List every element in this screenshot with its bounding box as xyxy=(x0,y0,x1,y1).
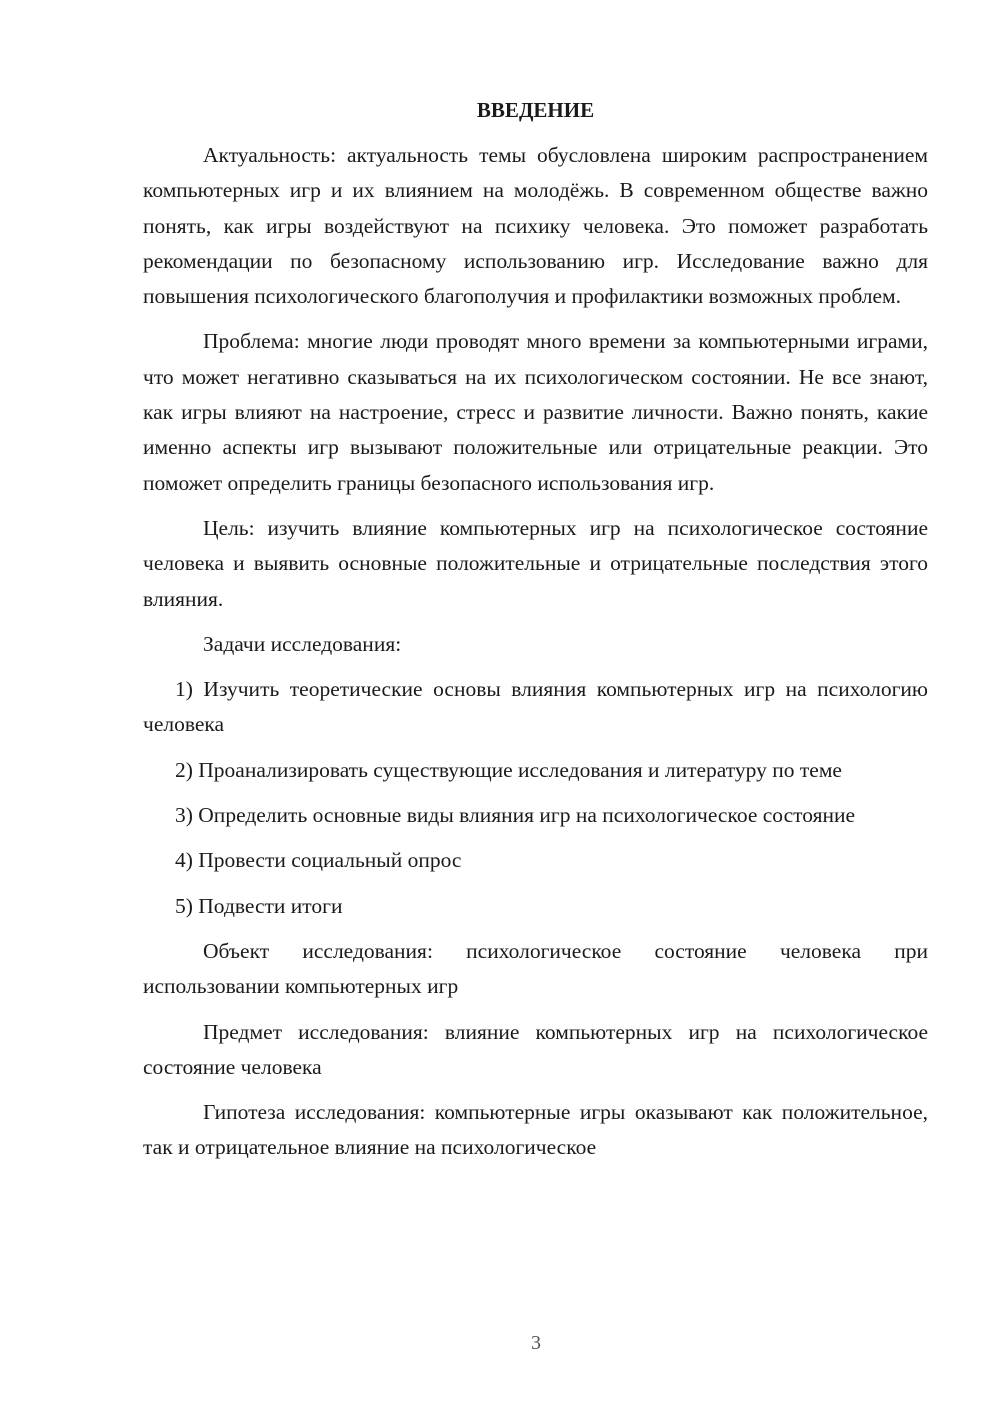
paragraph-relevance: Актуальность: актуальность темы обусловлена широким распространением компьютерных игр и их влиянием на молодёжь. В современном обществе важно понять, как игры воздействуют на психику человека. Это поможет разработать рекомендации по безопасному использованию игр. Исследование важно для повышения психологического благополучия и профилактики возможных проблем. xyxy=(143,143,928,309)
page-number: 3 xyxy=(531,1332,541,1354)
task-item-3: 3) Определить основные виды влияния игр на психологическое состояние xyxy=(175,803,856,828)
task-item-5: 5) Подвести итоги xyxy=(175,893,343,918)
paragraph-subject: Предмет исследования: влияние компьютерных игр на психологическое состояние человека xyxy=(143,1019,928,1079)
paragraph-problem: Проблема: многие люди проводят много времени за компьютерными играми, что может негативно сказываться на их психологическом состоянии. Не все знают, как игры влияют на настроение, стресс и развитие личности. Важно понять, какие именно аспекты игр вызывают положительные или отрицательные реакции. Это поможет определить границы безопасного использования игр. xyxy=(143,329,928,495)
task-item-1: 1) Изучить теоретические основы влияния компьютерных игр на психологию человека xyxy=(143,677,928,737)
task-item-4: 4) Провести социальный опрос xyxy=(175,848,462,873)
paragraph-object: Объект исследования: психологическое состояние человека при использовании компьютерных игр xyxy=(143,938,928,999)
paragraph-goal: Цель: изучить влияние компьютерных игр на психологическое состояние человека и выявить основные положительные и отрицательные последствия этого влияния. xyxy=(143,515,928,611)
page-content xyxy=(143,92,928,1176)
task-item-2: 2) Проанализировать существующие исследования и литературу по теме xyxy=(175,757,842,782)
paragraph-hypothesis: Гипотеза исследования: компьютерные игры оказывают как положительное, так и отрицательное влияние на психологическое xyxy=(143,1100,928,1160)
section-title: ВВЕДЕНИЕ xyxy=(476,98,595,122)
paragraph-tasks-heading: Задачи исследования: xyxy=(203,631,402,656)
